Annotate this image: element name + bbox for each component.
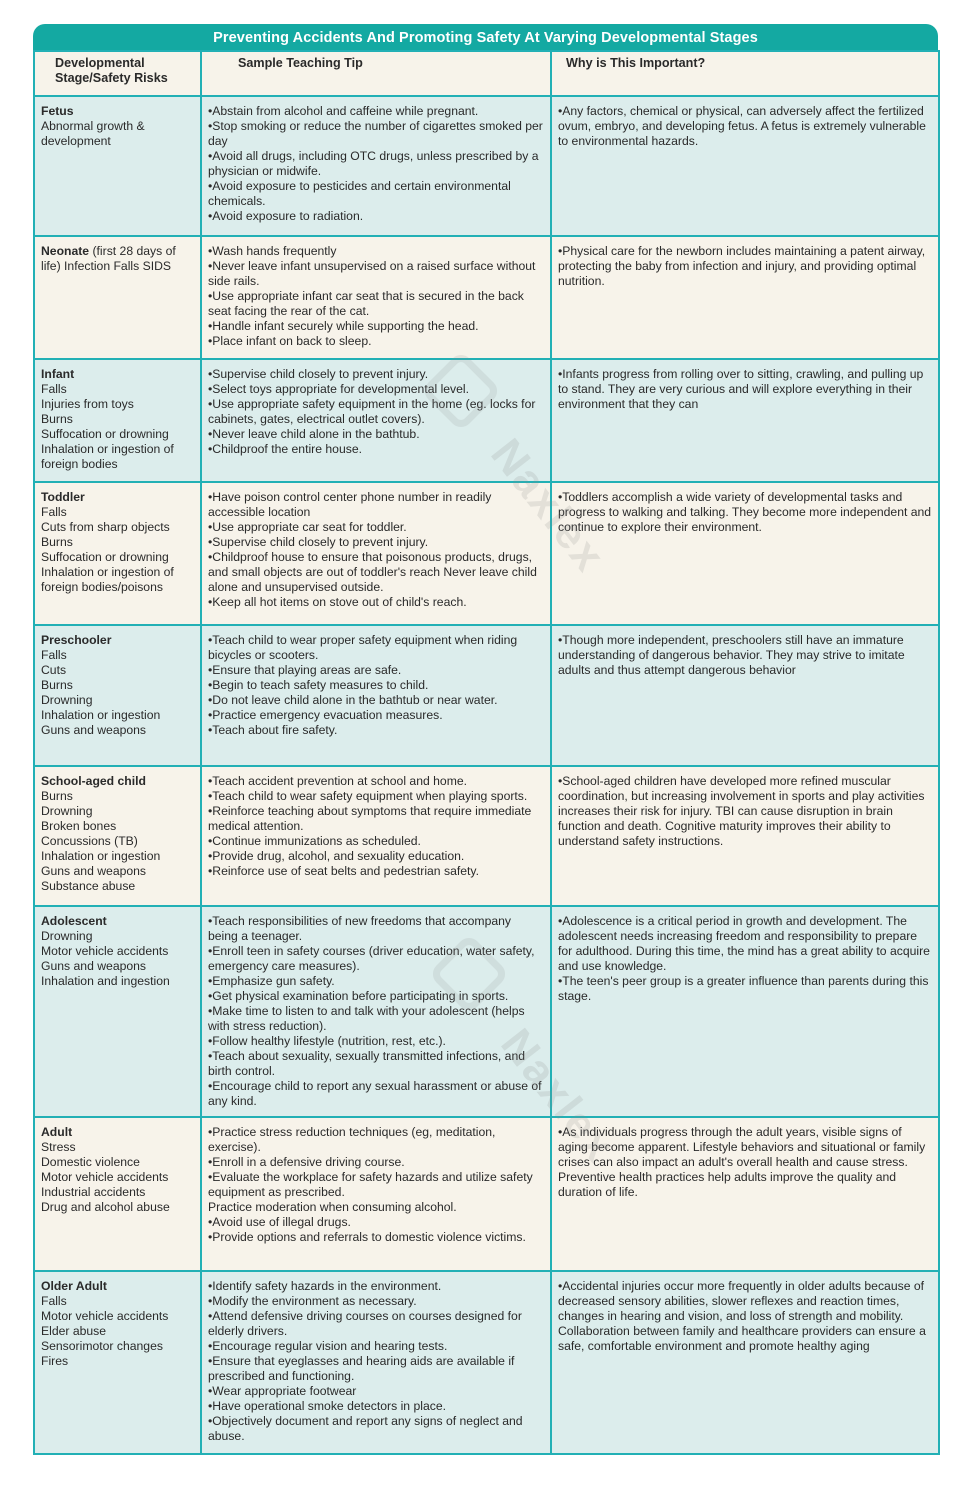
risk-item: Guns and weapons: [41, 723, 147, 737]
table-row: [34, 96, 939, 236]
tip-item: •Reinforce teaching about symptoms that require immediate medical attention.: [208, 804, 532, 833]
risk-item: Falls: [41, 382, 67, 396]
stage-cell: [34, 236, 201, 359]
tip-item: •Use appropriate car seat for toddler.: [208, 520, 407, 534]
table-row: [34, 906, 939, 1117]
tip-item: •Make time to listen to and talk with your adolescent (helps with stress reduction).: [208, 1004, 525, 1033]
safety-table-container: [33, 24, 938, 1455]
risk-item: Elder abuse: [41, 1324, 107, 1338]
tip-item: •Place infant on back to sleep.: [208, 334, 372, 348]
risk-item: Drug and alcohol abuse: [41, 1200, 170, 1214]
stage-cell: [34, 906, 201, 1117]
why-cell: [551, 359, 939, 482]
risk-item: Abnormal growth & development: [41, 119, 145, 148]
tip-item: •Use appropriate safety equipment in the home (eg. locks for cabinets, gates, electrical outlet covers).: [208, 397, 536, 426]
tip-item: •Encourage regular vision and hearing tests.: [208, 1339, 448, 1353]
tip-item: •Evaluate the workplace for safety hazards and utilize safety equipment as prescribed.: [208, 1170, 533, 1199]
why-item: •Toddlers accomplish a wide variety of developmental tasks and progress to walking and talking. They become more independent and continue to explore their environment.: [558, 490, 932, 534]
tip-item: •Attend defensive driving courses on courses designed for elderly drivers.: [208, 1309, 522, 1338]
risk-item: Falls: [41, 648, 67, 662]
risk-item: Inhalation or ingestion: [41, 849, 161, 863]
risk-item: Cuts from sharp objects: [41, 520, 170, 534]
risk-item: Inhalation or ingestion: [41, 708, 161, 722]
tip-cell: [201, 1117, 551, 1271]
table-row: [34, 482, 939, 625]
tip-item: •Wash hands frequently: [208, 244, 337, 258]
tip-item: •Practice stress reduction techniques (eg, meditation, exercise).: [208, 1125, 496, 1154]
table-title: Preventing Accidents And Promoting Safety At Varying Developmental Stages: [33, 24, 938, 50]
tip-item: •Practice emergency evacuation measures.: [208, 708, 443, 722]
tip-item: •Ensure that eyeglasses and hearing aids are available if prescribed and functioning.: [208, 1354, 515, 1383]
risk-item: Guns and weapons: [41, 959, 147, 973]
header-tip: [201, 51, 551, 96]
header-row: [34, 51, 939, 96]
risk-item: Concussions (TB): [41, 834, 138, 848]
stage-name: Fetus: [41, 104, 74, 118]
tip-item: •Avoid exposure to radiation.: [208, 209, 364, 223]
stage-extra: (first 28 days of life) Infection Falls SIDS: [41, 244, 176, 273]
stage-name: Adolescent: [41, 914, 107, 928]
tip-item: •Enroll teen in safety courses (driver education, water safety, emergency care measures).: [208, 944, 535, 973]
tip-cell: [201, 236, 551, 359]
tip-item: •Supervise child closely to prevent injury.: [208, 535, 429, 549]
safety-table: [33, 50, 940, 1455]
tip-item: •Teach about sexuality, sexually transmitted infections, and birth control.: [208, 1049, 526, 1078]
risk-item: Motor vehicle accidents: [41, 1170, 169, 1184]
risk-item: Inhalation or ingestion of foreign bodies/poisons: [41, 565, 174, 594]
why-cell: [551, 906, 939, 1117]
tip-cell: [201, 96, 551, 236]
risk-item: Injuries from toys: [41, 397, 134, 411]
risk-item: Cuts: [41, 663, 67, 677]
why-item: •School-aged children have developed more refined muscular coordination, but increasing involvement in sports and play activities increases their risk for injury. TBI can cause disruption in brain function and death. Cognitive maturity improves their ability to understand safety instructions.: [558, 774, 925, 848]
stage-cell: [34, 482, 201, 625]
risk-item: Motor vehicle accidents: [41, 944, 169, 958]
tip-item: •Provide options and referrals to domestic violence victims.: [208, 1230, 526, 1244]
tip-cell: [201, 906, 551, 1117]
table-row: [34, 625, 939, 766]
tip-item: •Teach child to wear proper safety equipment when riding bicycles or scooters.: [208, 633, 518, 662]
tip-cell: [201, 766, 551, 906]
tip-cell: [201, 482, 551, 625]
why-item: •Though more independent, preschoolers still have an immature understanding of dangerous behavior. They may strive to imitate adults and thus attempt dangerous behavior: [558, 633, 905, 677]
tip-item: •Encourage child to report any sexual harassment or abuse of any kind.: [208, 1079, 542, 1108]
stage-name: Toddler: [41, 490, 85, 504]
tip-item: •Childproof house to ensure that poisonous products, drugs, and small objects are out of toddler's reach Never leave child alone and unsupervised outside.: [208, 550, 537, 594]
tip-item: •Do not leave child alone in the bathtub or near water.: [208, 693, 498, 707]
tip-item: •Supervise child closely to prevent injury.: [208, 367, 429, 381]
tip-item: •Never leave infant unsupervised on a raised surface without side rails.: [208, 259, 536, 288]
tip-item: •Modify the environment as necessary.: [208, 1294, 417, 1308]
tip-item: •Teach about fire safety.: [208, 723, 338, 737]
risk-item: Burns: [41, 412, 73, 426]
tip-item: •Handle infant securely while supporting the head.: [208, 319, 479, 333]
risk-item: Broken bones: [41, 819, 117, 833]
risk-item: Stress: [41, 1140, 76, 1154]
tip-item: •Wear appropriate footwear: [208, 1384, 357, 1398]
why-item: •Adolescence is a critical period in growth and development. The adolescent needs increasing freedom and responsibility to prepare for adulthood. During this time, the mind has a great ability to acquire and use knowledge.: [558, 914, 930, 973]
tip-item: •Identify safety hazards in the environment.: [208, 1279, 442, 1293]
why-cell: [551, 625, 939, 766]
risk-item: Suffocation or drowning: [41, 427, 169, 441]
tip-item: •Enroll in a defensive driving course.: [208, 1155, 405, 1169]
stage-name: School-aged child: [41, 774, 146, 788]
risk-item: Drowning: [41, 804, 93, 818]
risk-item: Drowning: [41, 693, 93, 707]
table-row: [34, 1271, 939, 1454]
risk-item: Falls: [41, 505, 67, 519]
risk-item: Inhalation or ingestion of foreign bodies: [41, 442, 174, 471]
risk-item: Inhalation and ingestion: [41, 974, 170, 988]
tip-item: •Objectively document and report any signs of neglect and abuse.: [208, 1414, 523, 1443]
table-row: [34, 359, 939, 482]
why-cell: [551, 482, 939, 625]
why-cell: [551, 1117, 939, 1271]
stage-cell: [34, 766, 201, 906]
stage-cell: [34, 625, 201, 766]
risk-item: Industrial accidents: [41, 1185, 146, 1199]
stage-name: Neonate: [41, 244, 90, 258]
tip-item: •Ensure that playing areas are safe.: [208, 663, 402, 677]
risk-item: Domestic violence: [41, 1155, 140, 1169]
tip-item: •Keep all hot items on stove out of child's reach.: [208, 595, 467, 609]
header-why-label: Why is This Important?: [566, 56, 706, 70]
header-stage-label: Developmental Stage/Safety Risks: [55, 56, 168, 85]
why-item: •Any factors, chemical or physical, can adversely affect the fertilized ovum, embryo, and developing fetus. A fetus is extremely vulnerable to environmental hazards.: [558, 104, 926, 148]
tip-item: •Continue immunizations as scheduled.: [208, 834, 421, 848]
tip-item: Practice moderation when consuming alcohol.: [208, 1200, 457, 1214]
tip-item: •Stop smoking or reduce the number of cigarettes smoked per day: [208, 119, 543, 148]
risk-item: Sensorimotor changes: [41, 1339, 163, 1353]
tip-item: •Abstain from alcohol and caffeine while pregnant.: [208, 104, 479, 118]
why-item: •The teen's peer group is a greater influence than parents during this stage.: [558, 974, 929, 1003]
stage-cell: [34, 1271, 201, 1454]
tip-item: •Have poison control center phone number in readily accessible location: [208, 490, 492, 519]
stage-cell: [34, 96, 201, 236]
risk-item: Fires: [41, 1354, 69, 1368]
risk-item: Drowning: [41, 929, 93, 943]
stage-name: Preschooler: [41, 633, 112, 647]
tip-item: •Provide drug, alcohol, and sexuality education.: [208, 849, 465, 863]
stage-cell: [34, 1117, 201, 1271]
tip-item: •Childproof the entire house.: [208, 442, 362, 456]
header-stage: [34, 51, 201, 96]
why-cell: [551, 1271, 939, 1454]
stage-name: Older Adult: [41, 1279, 107, 1293]
stage-name: Adult: [41, 1125, 73, 1139]
stage-cell: [34, 359, 201, 482]
tip-item: •Teach responsibilities of new freedoms that accompany being a teenager.: [208, 914, 512, 943]
risk-item: Suffocation or drowning: [41, 550, 169, 564]
tip-item: •Never leave child alone in the bathtub.: [208, 427, 420, 441]
tip-item: •Teach accident prevention at school and home.: [208, 774, 468, 788]
tip-item: •Get physical examination before participating in sports.: [208, 989, 509, 1003]
risk-item: Guns and weapons: [41, 864, 147, 878]
tip-item: •Select toys appropriate for developmental level.: [208, 382, 470, 396]
why-item: •Physical care for the newborn includes maintaining a patent airway, protecting the baby from infection and injury, and providing optimal nutrition.: [558, 244, 926, 288]
tip-item: •Avoid exposure to pesticides and certain environmental chemicals.: [208, 179, 511, 208]
tip-item: •Use appropriate infant car seat that is secured in the back seat facing the rear of the cat.: [208, 289, 524, 318]
risk-item: Falls: [41, 1294, 67, 1308]
tip-cell: [201, 625, 551, 766]
stage-name: Infant: [41, 367, 75, 381]
tip-item: •Reinforce use of seat belts and pedestrian safety.: [208, 864, 479, 878]
why-cell: [551, 96, 939, 236]
tip-item: •Emphasize gun safety.: [208, 974, 335, 988]
tip-item: •Follow healthy lifestyle (nutrition, rest, etc.).: [208, 1034, 446, 1048]
tip-item: •Begin to teach safety measures to child.: [208, 678, 429, 692]
risk-item: Motor vehicle accidents: [41, 1309, 169, 1323]
risk-item: Burns: [41, 678, 73, 692]
why-item: •Accidental injuries occur more frequently in older adults because of decreased sensory abilities, slower reflexes and reaction times, changes in hearing and vision, and loss of strength and mobility. Collaboration between family and healthcare providers can ensure a safe, comfortable environment and promote healthy aging: [558, 1279, 926, 1353]
risk-item: Substance abuse: [41, 879, 136, 893]
tip-cell: [201, 359, 551, 482]
risk-item: Burns: [41, 789, 73, 803]
tip-item: •Avoid use of illegal drugs.: [208, 1215, 351, 1229]
risk-item: Burns: [41, 535, 73, 549]
why-item: •As individuals progress through the adult years, visible signs of aging become apparent. Lifestyle behaviors and situational or family crises can also impact an adult's overall health and cause stress. Preventive health practices help adults improve the quality and duration of life.: [558, 1125, 926, 1199]
table-row: [34, 236, 939, 359]
table-row: [34, 766, 939, 906]
table-body: [34, 96, 939, 1454]
tip-item: •Have operational smoke detectors in place.: [208, 1399, 446, 1413]
tip-item: •Avoid all drugs, including OTC drugs, unless prescribed by a physician or midwife.: [208, 149, 539, 178]
why-item: •Infants progress from rolling over to sitting, crawling, and pulling up to stand. They are very curious and will explore everything in their environment that they can: [558, 367, 924, 411]
header-tip-label: Sample Teaching Tip: [238, 56, 363, 70]
tip-item: •Teach child to wear safety equipment when playing sports.: [208, 789, 528, 803]
why-cell: [551, 766, 939, 906]
tip-cell: [201, 1271, 551, 1454]
header-why: [551, 51, 939, 96]
why-cell: [551, 236, 939, 359]
table-row: [34, 1117, 939, 1271]
